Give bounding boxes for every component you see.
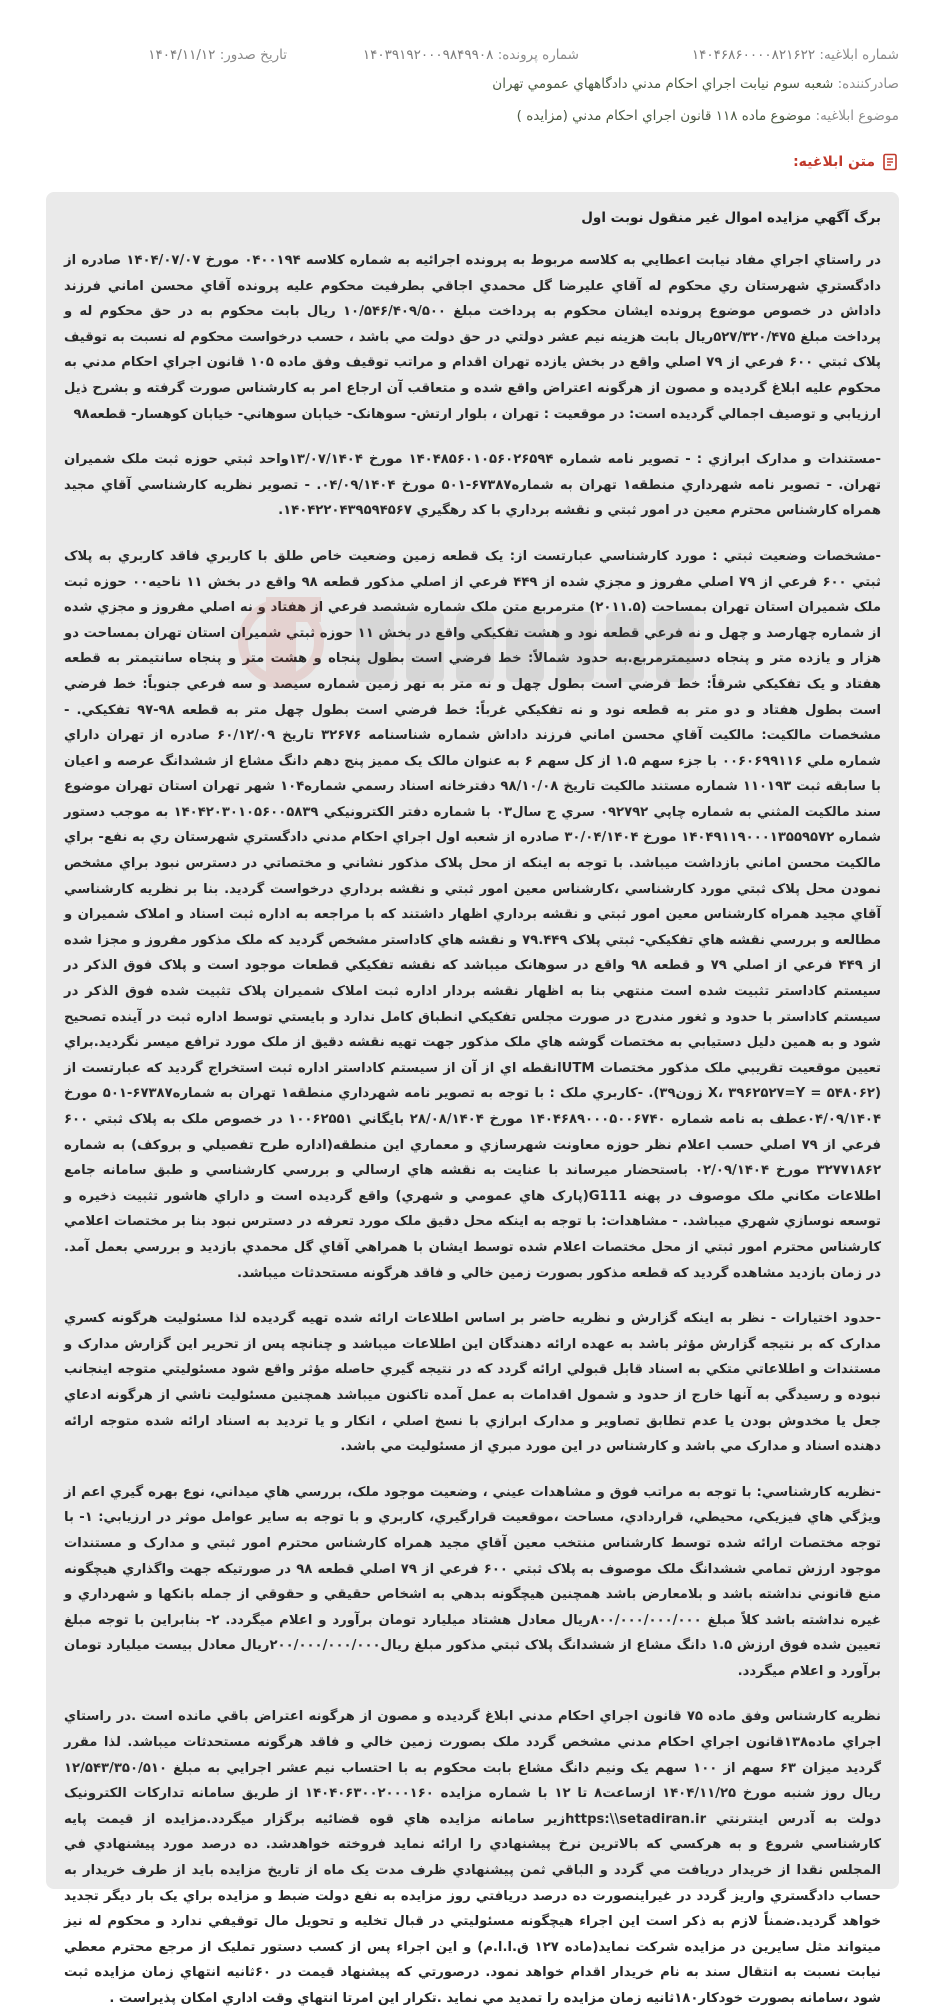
issue-date: تاريخ صدور: ۱۴۰۴/۱۱/۱۲ — [148, 47, 287, 63]
subject-row: موضوع ابلاغيه: موضوع ماده ۱۱۸ قانون اجراي احکام مدني (مزايده ) — [516, 108, 899, 124]
paragraph-limits: -حدود اختيارات - نظر به اينکه گزارش و نظريه حاضر بر اساس اطلاعات ارائه شده تهيه گرديده لذا مسئوليت هرگونه کسري مدارک که بر نتيجه گزارش مؤثر باشد به عهده ارائه دهندگان اين اطلاعات ميباشد و چنانچه پس از تحرير اين گزارش مدارک و مستندات و اطلاعاتي متکي به اسناد قابل قبولي ارائه گردد که در نتيجه گيري حاصله مؤثر واقع شود مسئوليتي متوجه اينجانب نبوده و رسيدگي به آنها خارج از حدود و شمول اقدامات به عمل آمده تاکنون ميباشد همچنين مسئوليت ناشي از هرگونه ادعاي جعل يا مخدوش بودن يا عدم تطابق تصاوير و مدارک ابرازي با نسخ اصلي ، انکار و يا ترديد به اسناد ارائه شده متوجه ارائه دهنده اسناد و مدارک مي باشد و کارشناس در اين مورد مبري از مسئوليت مي باشد. — [64, 1311, 881, 1455]
paragraph-expert-opinion: -نظريه کارشناسي: با توجه به مراتب فوق و مشاهدات عيني ، وضعيت موجود ملک، بررسي هاي ميداني، نوع بهره گيري اعم از ويژگي هاي فيزيکي، محيطي، قراردادي، مساحت ،موقعيت قرارگيري، کاربري و با توجه به ساير عوامل موثر در ارزيابي: ۱- با توجه مختصات ارائه شده توسط کارشناس منتخب معين آقاي مجيد همراه کارشناس محترم امور ثبتي و مدارک و مستندات موجود ارزش تمامي ششدانگ ملک موصوف به پلاک ثبتي ۶۰۰ فرعي از ۷۹ اصلي قطعه ۹۸ در صورتيکه جهت واگذاري هيچگونه منع قانوني نداشته باشد و بلامعارض باشد همچنين هيچگونه بدهي به اشخاص حقيقي و حقوقي از جمله بانکها و شهرداري و غيره نداشته باشد کلاً مبلغ ۸۰۰/۰۰۰/۰۰۰/۰۰۰ريال معادل هشتاد ميليارد تومان برآورد و اعلام ميگردد. ۲- بنابراين با توجه مبلغ تعيين شده فوق ارزش ۱.۵ دانگ مشاع از ششدانگ پلاک ثبتي مذکور مبلغ ريال۲۰۰/۰۰۰/۰۰۰/۰۰۰ريال معادل بيست ميليارد تومان برآورد و اعلام ميگردد. — [64, 1484, 882, 1679]
paragraph-documents: -مستندات و مدارک ابرازي : - تصوير نامه شماره ۱۴۰۴۸۵۶۰۱۰۵۶۰۲۶۵۹۴ مورخ ۱۳/۰۷/۱۴۰۴واحد ثبتي حوزه ثبت ملک شميران تهران. - تصوير نامه شهرداري منطقه۱ تهران به شماره۶۷۳۸۷-۵۰۱ مورخ ۰۴/۰۹/۱۴۰۴. - تصوير نظريه کارشناسي آقاي مجيد همراه کارشناس محترم معين در امور ثبتي و نقشه برداري با کد رهگيري ۱۴۰۴۲۲۰۴۳۹۵۹۴۵۶۷. — [64, 452, 881, 519]
notice-number: شماره ابلاغيه: ۱۴۰۴۶۸۶۰۰۰۰۸۲۱۶۲۲ — [691, 47, 899, 63]
document-icon — [881, 153, 899, 171]
paragraph-auction-terms: نظريه کارشناس وفق ماده ۷۵ قانون اجراي احکام مدني ابلاغ گرديده و مصون از هرگونه اعتراض باقي مانده است .در راستاي اجراي ماده۱۳۸قانون اجراي احکام مدني مشخص گردد ملک بصورت زمين خالي و فاقد هرگونه مستحدثات ميباشد. لذا مقرر گرديد ميزان ۶۳ سهم از ۱۰۰ سهم يک ونيم دانگ مشاع بابت محکوم به با احتساب نيم عشر اجرايي به مبلغ ۱۲/۵۴۳/۳۵۰/۵۱۰ ريال روز شنبه مورخ ۱۴۰۴/۱۱/۲۵ ازساعت۸ تا ۱۲ با شماره مزايده ۱۴۰۴۰۶۳۰۰۲۰۰۰۱۶۰ از طريق سامانه تدارکات الکترونيک دولت به آدرس اينترنتي https:\\setadiran.irزير سامانه مزايده هاي قوه قضائيه برگزار ميگردد.مزايده از قيمت پايه کارشناسي شروع و به هرکسي که بالاترين نرخ پيشنهادي را ارائه نمايد فروخته خواهدشد. ده درصد مورد پيشنهادي في المجلس نقدا از خريدار دريافت مي گردد و الباقي ثمن پيشنهادي ظرف مدت يک ماه از تاريخ مزايده بايد از طرف خريدار به حساب دادگستري واريز گردد در غيراينصورت ده درصد دريافتي روز مزايده به نفع دولت ضبط و مزايده براي يک بار ديگر تجديد خواهد گرديد.ضمناً لازم به ذکر است اين اجراء هيچگونه مسئوليتي در قبال تخليه و تحويل مال توقيفي ندارد و محکوم له نيز ميتواند مثل سايرين در مزايده شرکت نمايد(ماده ۱۲۷ ق.ا.ا.م) و اين اجراء پس از کسب دستور تمليک از مرجع محترم معطي نيابت نسبت به انتقال سند به نام خريدار اقدام خواهد نمود. درصورتي که پيشنهاد قيمت در ۶۰ثانيه انتهاي زمان مزايده ثبت شود ،سامانه بصورت خودکار۱۸۰ثانيه زمان مزايده را تمديد مي نمايد .تکرار اين امرتا انتهاي وقت اداري امکان پذيراست . — [64, 1709, 882, 2006]
notice-text-box — [46, 192, 899, 2006]
text-label-row — [46, 152, 899, 172]
document-title: برگ آگهي مزايده اموال غير منقول نوبت اول — [581, 210, 881, 226]
issuer-row: صادرکننده: شعبه سوم نيابت اجراي احکام مدني دادگاههاي عمومي تهران — [492, 76, 899, 92]
meta-row — [46, 44, 899, 66]
text-label: متن ابلاغيه: — [793, 154, 875, 170]
paragraph-intro: در راستاي اجراي مفاد نيابت اعطايي به کلاسه مربوط به پرونده اجرائيه به شماره کلاسه ۰۴۰۰۱۹۴ مورخ ۱۴۰۴/۰۷/۰۷ صادره از دادگستري شهرستان ري محکوم له آقاي عليرضا گل محمدي اجاقي بطرفيت محکوم عليه پرونده آقاي محسن اماني فرزند داداش در خصوص موضوع پرونده ايشان محکوم به پرداخت مبلغ ۱۰/۵۴۶/۴۰۹/۵۰۰ ريال بابت محکوم به در حق محکوم له و پرداخت مبلغ ۵۲۷/۳۲۰/۴۷۵ريال بابت هزينه نيم عشر دولتي در حق دولت مي باشد ، حسب درخواست محکوم له نسبت به توقيف پلاک ثبتي ۶۰۰ فرعي از ۷۹ اصلي واقع در بخش يازده تهران اقدام و مراتب توقيف وفق ماده ۱۰۵ قانون اجراي احکام مدني به محکوم عليه ابلاغ گرديده و مصون از هرگونه اعتراض واقع شده و متعاقب آن ارجاع امر به کارشناس صورت گرفته و بشرح ذيل ارزيابي و توصيف اجمالي گرديده است: در موقعيت : تهران ، بلوار ارتش- سوهانک- خيابان سوهاني- خيابان کوهسار- قطعه۹۸ — [64, 253, 882, 422]
case-number: شماره پرونده: ۱۴۰۳۹۱۹۲۰۰۰۹۸۴۹۹۰۸ — [362, 47, 579, 63]
paragraph-registration-status: -مشخصات وضعيت ثبتي : مورد کارشناسي عبارتست از: يک قطعه زمين وضعيت خاص طلق با کاربري فاقد کاربري به پلاک ثبتي ۶۰۰ فرعي از ۷۹ اصلي مفروز و مجزي شده از ۴۴۹ فرعي از اصلي مذکور قطعه ۹۸ واقع در بخش ۱۱ ناحيه۰۰ حوزه ثبت ملک شميران استان تهران بمساحت (۲۰۱۱.۵) مترمربع متن ملک شماره ششصد فرعي از هفتاد و نه اصلي مفروز و مجزي شده از شماره چهارصد و چهل و نه فرعي قطعه نود و هشت تفکيکي واقع در بخش ۱۱ حوزه ثبتي شميران استان تهران بمساحت دو هزار و يازده متر و پنجاه دسيمترمربع.به حدود شمالاً: خط فرضي است بطول پنجاه و هشت متر و پنجاه سانتيمتر به قطعه هفتاد و يک تفکيکي شرقاً: خط فرضي است بطول چهل و نه متر به نهر زمين شماره سيصد و سه فرعي جنوباً: خط فرضي است بطول هفتاد و دو متر به قطعه نود و نه تفکيکي غرباً: خط فرضي است بطول چهل متر به قطعه ۹۸-۹۷ تفکيکي. - مشخصات مالکيت: مالکيت آقاي محسن اماني فرزند داداش شماره شناسنامه ۳۲۶۷۶ تاريخ ۶۰/۱۲/۰۹ صادره از تهران داراي شماره ملي ۰۰۶۰۶۹۹۱۱۶ با جزء سهم ۱.۵ از کل سهم ۶ به عنوان مالک يک ممیز پنج دهم دانگ مشاع از ششدانگ عرصه و اعيان با سابقه ثبت ۱۱۰۱۹۳ شماره مستند مالکيت تاريخ ۹۸/۱۰/۰۸ دفترخانه اسناد رسمي شماره۱۰۴ شهر تهران استان تهران موضوع سند مالکيت المثني به شماره چاپي ۰۹۲۷۹۲ سري ج سال۰۳ با شماره دفتر الکترونيکي ۱۴۰۴۲۰۳۰۱۰۵۶۰۰۵۸۳۹ به موجب دستور شماره ۱۴۰۴۹۱۱۹۰۰۰۱۳۵۵۹۵۷۲ مورخ ۳۰/۰۴/۱۴۰۴ صادره از شعبه اول اجراي احکام مدني دادگستري شهرستان ري به نفع- براي مالکيت محسن اماني بازداشت ميباشد. با توجه به اينکه از محل پلاک مذکور نشاني و مختصاتي در دسترس نبود براي مشخص نمودن محل پلاک ثبتي مورد کارشناسي ،کارشناس معين امور ثبتي و نقشه برداري درخواست گرديد. بنا بر نظريه کارشناسي آقاي مجيد همراه کارشناس معين امور ثبتي و نقشه برداري اظهار داشتند که با مراجعه به اداره ثبت اسناد و املاک شميران و مطالعه و بررسي نقشه هاي تفکيکي- ثبتي پلاک ۷۹.۴۴۹ و نقشه هاي کاداستر مشخص گرديد که ملک مذکور مفروز و مجزا شده از ۴۴۹ فرعي از اصلي ۷۹ و قطعه ۹۸ واقع در سوهانک ميباشد که نقشه تفکيکي قطعات موجود است و پلاک فوق الذکر در سيستم کاداستر تثبيت شده است منتهي بنا به اظهار نقشه بردار اداره ثبت املاک شميران پلاک تثبيت شده فوق الذکر در سيستم کاداستر با حدود و ثغور مندرج در صورت مجلس تفکيکي انطباق کامل ندارد و بايستي توسط اداره ثبت در آينده تصحيح شود و به همين دليل دستيابي به مختصات گوشه هاي ملک مذکور جهت تهيه نقشه دقيق از ملک مورد ترافع ميسر نگرديد.براي تعيين موقعيت تقريبي ملک مذکور مختصات UTMانقطه اي از آن از سيستم کاداستر اداره ثبت استخراج گرديد که عبارتست از (۵۴۸۰۶۲ = X، ۳۹۶۲۵۲۷=Y زون۳۹). -کاربري ملک : با توجه به تصوير نامه شهرداري منطقه۱ تهران به شماره۶۷۳۸۷-۵۰۱ مورخ ۰۴/۰۹/۱۴۰۴عطف به نامه شماره ۱۴۰۴۶۸۹۰۰۰۵۰۰۶۷۴۰ مورخ ۲۸/۰۸/۱۴۰۴ بايگاني ۱۰۰۶۲۵۵۱ در خصوص ملک به پلاک ثبتي ۶۰۰ فرعي از ۷۹ اصلي حسب اعلام نظر حوزه معاونت شهرسازي و معماري اين منطقه(اداره طرح تفصيلي و بروکف) به شماره ۳۲۷۷۱۸۶۲ مورخ ۰۲/۰۹/۱۴۰۴ باستحضار ميرساند با عنايت به نقشه هاي ارسالي و بررسي کارشناسي و طبق سامانه جامع اطلاعات مکاني ملک موصوف در پهنه G111(پارک هاي عمومي و شهري) واقع گرديده است و داراي هاشور تثبيت ذخيره و توسعه نوسازي شهري ميباشد. - مشاهدات: با توجه به اينکه محل دقيق ملک مورد تعرفه در دسترس نبود بنا بر مختصات اعلامي کارشناس محترم امور ثبتي از محل مختصات اعلام شده توسط ايشان با همراهي آقاي گل محمدي بازديد و بررسي بعمل آمد. در زمان بازديد مشاهده گرديد که قطعه مذکور بصورت زمين خالي و فاقد هرگونه مستحدثات ميباشد. — [64, 548, 882, 1281]
